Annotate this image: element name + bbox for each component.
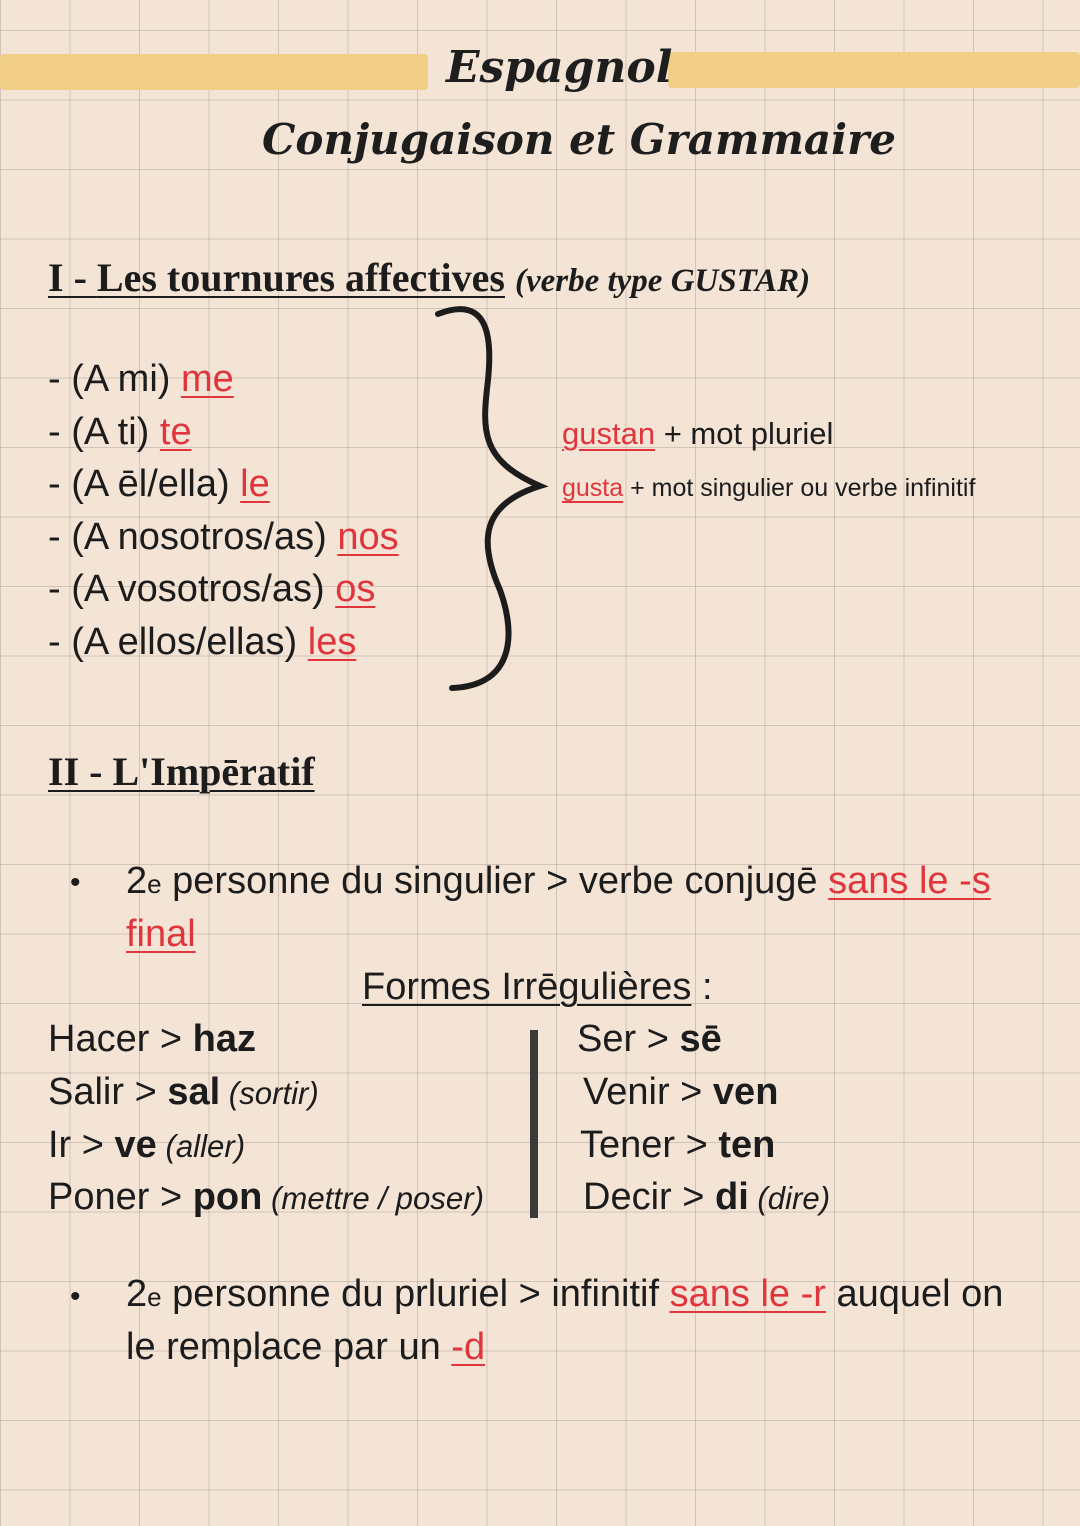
section1-heading-text: I - Les tournures affectives [48,255,505,300]
imperative-plural-rule-cont: le remplace par un -d [126,1326,486,1368]
gustar-rule-singular: gusta + mot singulier ou verbe infinitif [562,474,976,502]
section2-heading: II - L'Impēratif [48,749,315,794]
irregular-verb: Venir > ven [583,1071,779,1113]
pronoun: os [335,568,376,610]
imperative-plural-rule: 2e personne du prluriel > infinitif sans le -r auquel on [126,1273,1004,1315]
irregular-verb: Ir > ve (aller) [48,1124,246,1166]
pronoun: le [240,463,270,505]
title-highlight-left [0,54,428,90]
column-divider [530,1030,538,1218]
pronoun-line: - (A nosotros/as) nos [48,516,399,558]
section1-heading-note: (verbe type GUSTAR) [514,263,811,299]
bullet-icon: • [70,1280,81,1313]
irregular-verb: Decir > di (dire) [583,1176,831,1218]
pronoun-line: - (A ti) te [48,411,192,453]
pronoun: me [180,358,234,400]
pronoun: les [307,621,357,663]
pronoun: nos [337,516,399,558]
title-highlight-right [668,52,1080,88]
bullet-icon: • [70,866,81,899]
imperative-singular-rule: 2e personne du singulier > verbe conjugē sans le -s [126,860,991,902]
irregular-verb: Hacer > haz [48,1018,257,1060]
pronoun: te [159,411,192,453]
section1-heading [48,254,810,301]
page-title: Espagnol [446,42,673,93]
imperative-singular-rule-cont: final [126,913,196,955]
irregular-verb: Poner > pon (mettre / poser) [48,1176,484,1218]
page-subtitle: Conjugaison et Grammaire [262,115,896,164]
irregular-verb: Salir > sal (sortir) [48,1071,319,1113]
curly-brace-icon [430,300,560,700]
pronoun-line: - (A ellos/ellas) les [48,621,357,663]
pronoun-line: - (A vosotros/as) os [48,568,376,610]
pronoun-line: - (A ēl/ella) le [48,463,270,505]
gustar-rule-plural: gustan + mot pluriel [562,416,834,451]
irregular-forms-title: Formes Irrēgulières : [362,966,713,1008]
pronoun-line: - (A mi) me [48,358,234,400]
irregular-verb: Tener > ten [580,1124,776,1166]
irregular-verb: Ser > sē [577,1018,722,1060]
